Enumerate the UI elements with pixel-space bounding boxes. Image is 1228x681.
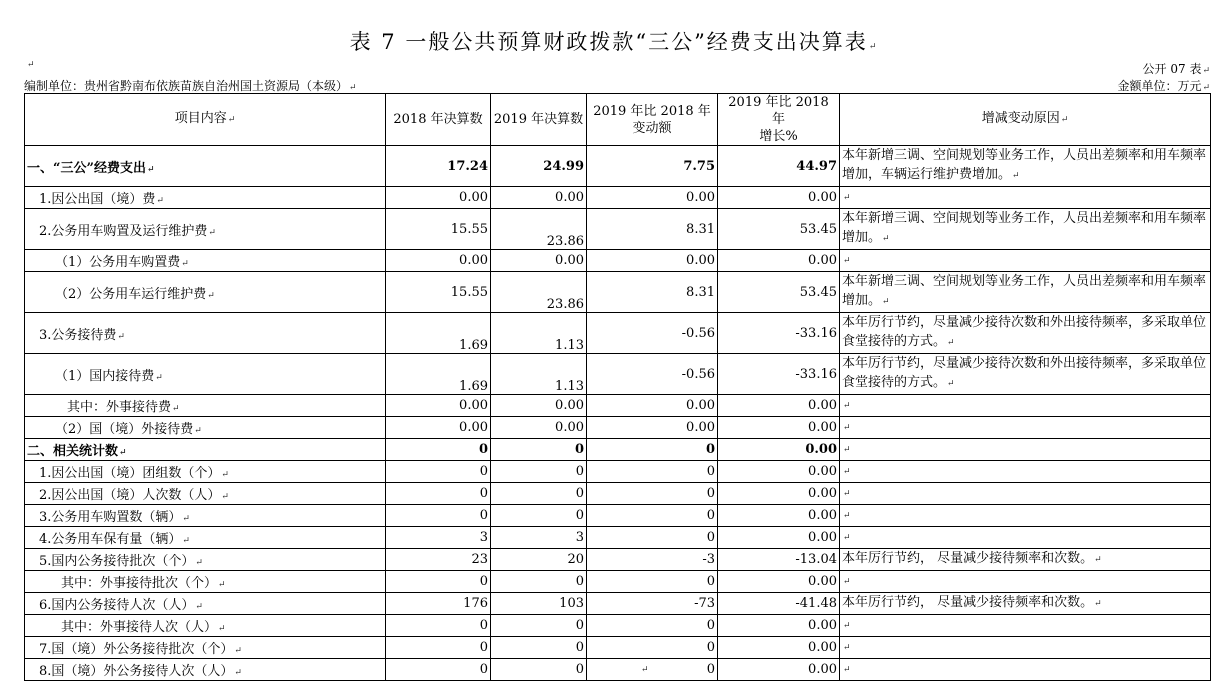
row-reason: ↵ [840, 250, 1211, 272]
row-2019: 0 [491, 439, 587, 461]
row-growth: 0.00 [718, 527, 840, 549]
row-reason: ↵ [840, 461, 1211, 483]
row-2018: 15.55 [386, 272, 491, 313]
row-change: -0.56 [587, 313, 718, 354]
row-reason: ↵ [840, 187, 1211, 209]
row-2019: 23.86 [491, 209, 587, 250]
row-2018: 0 [386, 505, 491, 527]
org-name: 编制单位：贵州省黔南布依族苗族自治州国土资源局（本级） [24, 79, 349, 93]
table-row [25, 637, 1211, 659]
table-row [25, 272, 1211, 313]
table-row [25, 250, 1211, 272]
row-growth: 0.00 [718, 483, 840, 505]
table-row [25, 593, 1211, 615]
row-item: 1.因公出国（境）团组数（个）↵ [25, 461, 386, 483]
row-reason: 本年厉行节约， 尽量减少接待频率和次数。↵ [840, 549, 1211, 571]
row-change: 0.00 [587, 187, 718, 209]
table-row [25, 209, 1211, 250]
row-growth: 0.00 [718, 250, 840, 272]
row-2019: 0.00 [491, 250, 587, 272]
row-2019: 0.00 [491, 417, 587, 439]
expense-table [24, 93, 1211, 681]
row-reason: ↵ [840, 527, 1211, 549]
row-item: （1）公务用车购置费↵ [25, 250, 386, 272]
row-change: 0.00 [587, 417, 718, 439]
row-2019: 0 [491, 461, 587, 483]
row-2019: 0.00 [491, 395, 587, 417]
table-row [25, 659, 1211, 681]
row-reason: ↵ [840, 615, 1211, 637]
row-growth: 44.97 [718, 146, 840, 187]
row-change: 0.00 [587, 395, 718, 417]
row-2019: 103 [491, 593, 587, 615]
row-2019: 1.13 [491, 354, 587, 395]
paragraph-mark: ↵ [641, 665, 649, 675]
row-change: -0.56 [587, 354, 718, 395]
row-change: 0 [587, 439, 718, 461]
row-2018: 0.00 [386, 417, 491, 439]
row-2019: 0 [491, 571, 587, 593]
row-reason: 本年厉行节约，尽量减少接待次数和外出接待频率，多采取单位食堂接待的方式。↵ [840, 354, 1211, 395]
row-growth: 0.00 [718, 187, 840, 209]
row-item: 2.公务用车购置及运行维护费↵ [25, 209, 386, 250]
row-2018: 0 [386, 461, 491, 483]
row-reason: 本年新增三调、空间规划等业务工作，人员出差频率和用车频率增加。↵ [840, 272, 1211, 313]
row-growth: -33.16 [718, 313, 840, 354]
row-2018: 0 [386, 637, 491, 659]
table-row [25, 527, 1211, 549]
row-change: 0 [587, 527, 718, 549]
row-item: 2.因公出国（境）人次数（人）↵ [25, 483, 386, 505]
row-change: 0 [587, 505, 718, 527]
row-2018: 0.00 [386, 187, 491, 209]
row-item: 3.公务用车购置数（辆）↵ [25, 505, 386, 527]
header-2019: 2019 年决算数 [491, 94, 587, 146]
row-2018: 0 [386, 439, 491, 461]
row-2019: 23.86 [491, 272, 587, 313]
row-2019: 20 [491, 549, 587, 571]
row-growth: 0.00 [718, 417, 840, 439]
table-row [25, 483, 1211, 505]
row-reason: 本年新增三调、空间规划等业务工作，人员出差频率和用车频率增加。↵ [840, 209, 1211, 250]
row-growth: 0.00 [718, 659, 840, 681]
row-growth: -33.16 [718, 354, 840, 395]
table-row [25, 354, 1211, 395]
row-2018: 1.69 [386, 313, 491, 354]
row-2019: 0.00 [491, 187, 587, 209]
row-2018: 0 [386, 659, 491, 681]
row-reason: ↵ [840, 439, 1211, 461]
table-row [25, 505, 1211, 527]
row-change: 0.00 [587, 250, 718, 272]
header-row [25, 94, 1211, 146]
row-item: 6.国内公务接待人次（人）↵ [25, 593, 386, 615]
table-title: 表 7 一般公共预算财政拨款“三公”经费支出决算表↵ [349, 30, 879, 54]
row-2019: 0 [491, 637, 587, 659]
row-reason: 本年厉行节约， 尽量减少接待频率和次数。↵ [840, 593, 1211, 615]
row-item: 其中：外事接待费↵ [25, 395, 386, 417]
table-row [25, 615, 1211, 637]
row-item: 其中：外事接待人次（人）↵ [25, 615, 386, 637]
row-item: 1.因公出国（境）费↵ [25, 187, 386, 209]
row-growth: 0.00 [718, 637, 840, 659]
row-2018: 0 [386, 571, 491, 593]
row-reason: ↵ [840, 659, 1211, 681]
table-row [25, 461, 1211, 483]
row-item: （2）公务用车运行维护费↵ [25, 272, 386, 313]
row-item: 8.国（境）外公务接待人次（人）↵ [25, 659, 386, 681]
row-growth: 0.00 [718, 505, 840, 527]
header-2018: 2018 年决算数 [386, 94, 491, 146]
table-row [25, 571, 1211, 593]
row-item: 一、“三公”经费支出↵ [25, 146, 386, 187]
row-change: -73 [587, 593, 718, 615]
row-reason: ↵ [840, 417, 1211, 439]
row-growth: 0.00 [718, 461, 840, 483]
row-item: 3.公务接待费↵ [25, 313, 386, 354]
row-change: 0 [587, 461, 718, 483]
table-row [25, 313, 1211, 354]
row-2018: 0 [386, 615, 491, 637]
header-reason: 增减变动原因↵ [840, 94, 1211, 146]
row-growth: 0.00 [718, 571, 840, 593]
row-reason: ↵ [840, 637, 1211, 659]
header-growth: 2019 年比 2018 年 增长% [718, 94, 840, 146]
row-reason: ↵ [840, 571, 1211, 593]
row-reason: 本年新增三调、空间规划等业务工作，人员出差频率和用车频率增加，车辆运行维护费增加。↵ [840, 146, 1211, 187]
row-growth: -41.48 [718, 593, 840, 615]
table-row [25, 417, 1211, 439]
row-change: 8.31 [587, 272, 718, 313]
table-row [25, 187, 1211, 209]
row-2019: 3 [491, 527, 587, 549]
row-change: 0 [587, 483, 718, 505]
row-item: （2）国（境）外接待费↵ [25, 417, 386, 439]
row-change: 0 [587, 637, 718, 659]
row-change: 8.31 [587, 209, 718, 250]
table-row [25, 549, 1211, 571]
row-item: 5.国内公务接待批次（个）↵ [25, 549, 386, 571]
row-2019: 0 [491, 483, 587, 505]
row-reason: 本年厉行节约，尽量减少接待次数和外出接待频率，多采取单位食堂接待的方式。↵ [840, 313, 1211, 354]
row-reason: ↵ [840, 505, 1211, 527]
row-change: 0 [587, 571, 718, 593]
row-2018: 15.55 [386, 209, 491, 250]
row-item: 二、相关统计数↵ [25, 439, 386, 461]
row-change: -3 [587, 549, 718, 571]
row-growth: -13.04 [718, 549, 840, 571]
row-2018: 0.00 [386, 250, 491, 272]
row-2018: 0.00 [386, 395, 491, 417]
row-2018: 0 [386, 483, 491, 505]
row-item: 7.国（境）外公务接待批次（个）↵ [25, 637, 386, 659]
table-row [25, 439, 1211, 461]
row-change: 0 [587, 615, 718, 637]
row-2018: 3 [386, 527, 491, 549]
row-2018: 176 [386, 593, 491, 615]
row-growth: 53.45 [718, 272, 840, 313]
row-item: 4.公务用车保有量（辆）↵ [25, 527, 386, 549]
row-2019: 0 [491, 659, 587, 681]
row-item: 其中：外事接待批次（个）↵ [25, 571, 386, 593]
row-change: 7.75 [587, 146, 718, 187]
table-code: 公开 07 表 [1142, 62, 1202, 76]
header-change: 2019 年比 2018 年 变动额 [587, 94, 718, 146]
row-2018: 17.24 [386, 146, 491, 187]
row-2019: 1.13 [491, 313, 587, 354]
header-item: 项目内容↵ [25, 94, 386, 146]
row-item: （1）国内接待费↵ [25, 354, 386, 395]
row-2019: 0 [491, 505, 587, 527]
row-reason: ↵ [840, 483, 1211, 505]
table-row [25, 146, 1211, 187]
row-reason: ↵ [840, 395, 1211, 417]
amount-unit: 金额单位：万元 [1117, 79, 1202, 93]
row-2019: 24.99 [491, 146, 587, 187]
row-change: 0 [587, 659, 718, 681]
row-growth: 0.00 [718, 615, 840, 637]
row-growth: 0.00 [718, 395, 840, 417]
row-growth: 53.45 [718, 209, 840, 250]
row-growth: 0.00 [718, 439, 840, 461]
row-2019: 0 [491, 615, 587, 637]
row-2018: 1.69 [386, 354, 491, 395]
table-row [25, 395, 1211, 417]
row-2018: 23 [386, 549, 491, 571]
